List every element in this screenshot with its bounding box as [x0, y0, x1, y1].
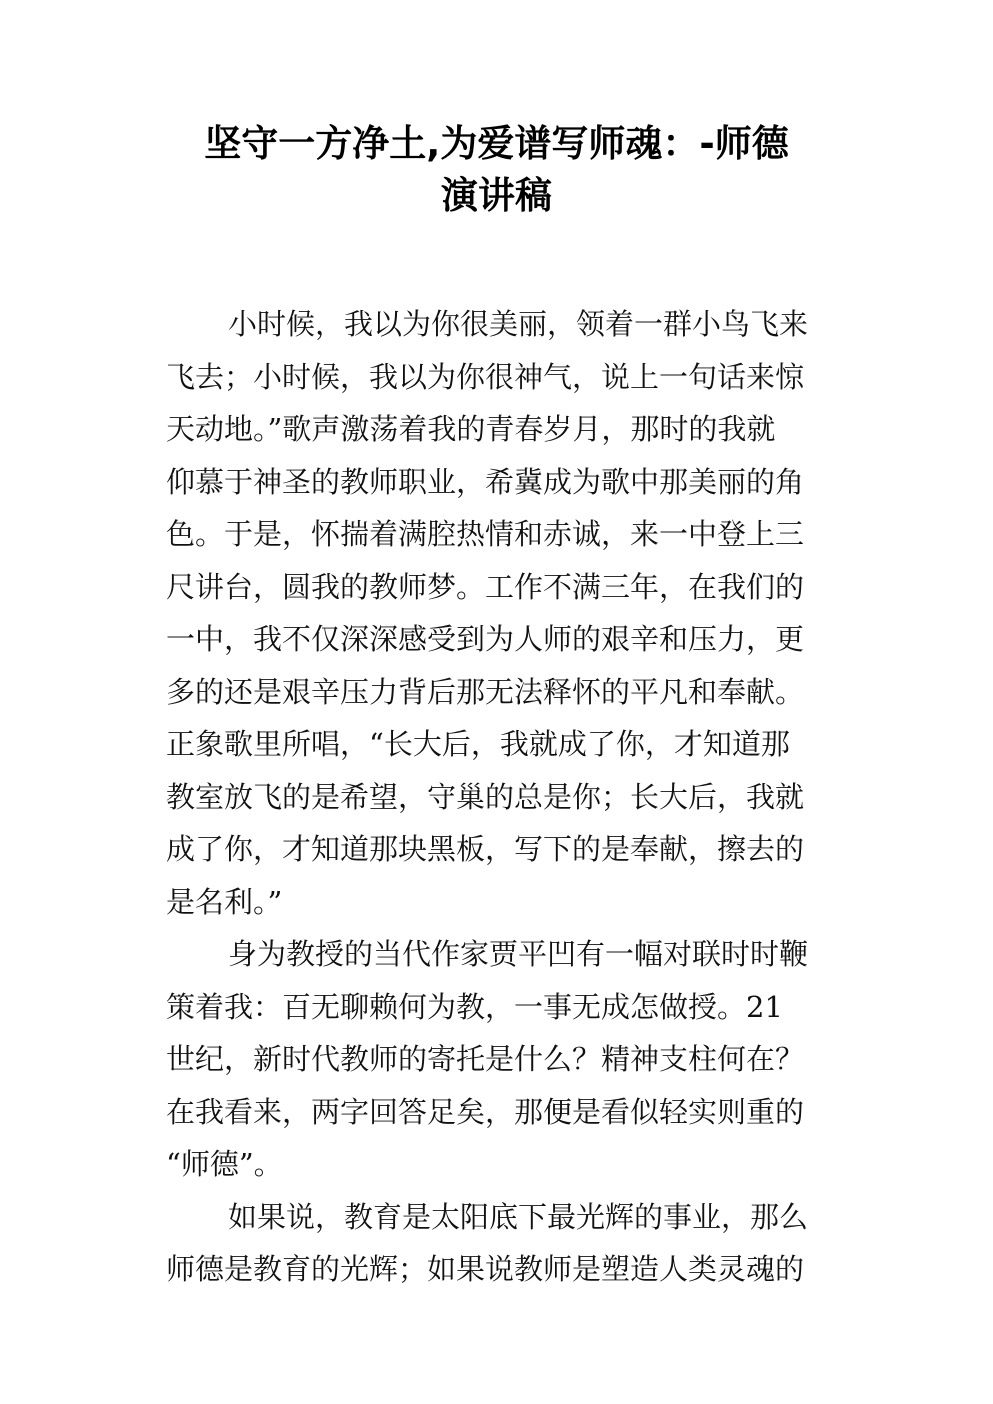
text-line: 如果说，教育是太阳底下最光辉的事业，那么 — [228, 1199, 809, 1234]
title-line-1: 坚守一方净土,为爱谱写师魂：-师德 — [204, 122, 789, 165]
text-line: 小时候，我以为你很美丽，领着一群小鸟飞来 — [228, 307, 809, 341]
paragraph-1 — [166, 298, 836, 928]
text-line: 多的还是艰辛压力背后那无法释怀的平凡和奉献。 — [166, 674, 805, 709]
text-line: 色。于是，怀揣着满腔热情和赤诚，来一中登上三 — [166, 517, 805, 551]
text-line: “师德”。 — [166, 1147, 283, 1181]
text-line: 是名利。” — [166, 884, 283, 919]
text-line: 世纪，新时代教师的寄托是什么？精神支柱何在？ — [166, 1042, 805, 1076]
text-line: 正象歌里所唱，“长大后，我就成了你，才知道那 — [166, 727, 790, 761]
title-line-2: 演讲稿 — [441, 174, 552, 217]
text-line: 师德是教育的光辉；如果说教师是塑造人类灵魂的 — [166, 1252, 805, 1286]
text-line: 成了你，才知道那块黑板，写下的是奉献，擦去的 — [166, 832, 805, 866]
document-body — [166, 298, 836, 1296]
text-line: 飞去；小时候，我以为你很神气，说上一句话来惊 — [166, 359, 805, 394]
text-line: 在我看来，两字回答足矣，那便是看似轻实则重的 — [166, 1094, 805, 1129]
text-line: 天动地。”歌声激荡着我的青春岁月，那时的我就 — [166, 412, 776, 446]
document-title — [150, 118, 843, 222]
text-line: 策着我：百无聊赖何为教，一事无成怎做授。21 — [166, 989, 783, 1024]
paragraph-2 — [166, 928, 836, 1191]
text-line: 仰慕于神圣的教师职业，希冀成为歌中那美丽的角 — [166, 464, 805, 499]
paragraph-3 — [166, 1191, 836, 1296]
text-line: 教室放飞的是希望，守巢的总是你；长大后，我就 — [166, 779, 805, 814]
text-line: 身为教授的当代作家贾平凹有一幅对联时时鞭 — [228, 937, 809, 971]
text-line: 一中，我不仅深深感受到为人师的艰辛和压力，更 — [166, 622, 805, 656]
text-line: 尺讲台，圆我的教师梦。工作不满三年，在我们的 — [166, 569, 805, 604]
